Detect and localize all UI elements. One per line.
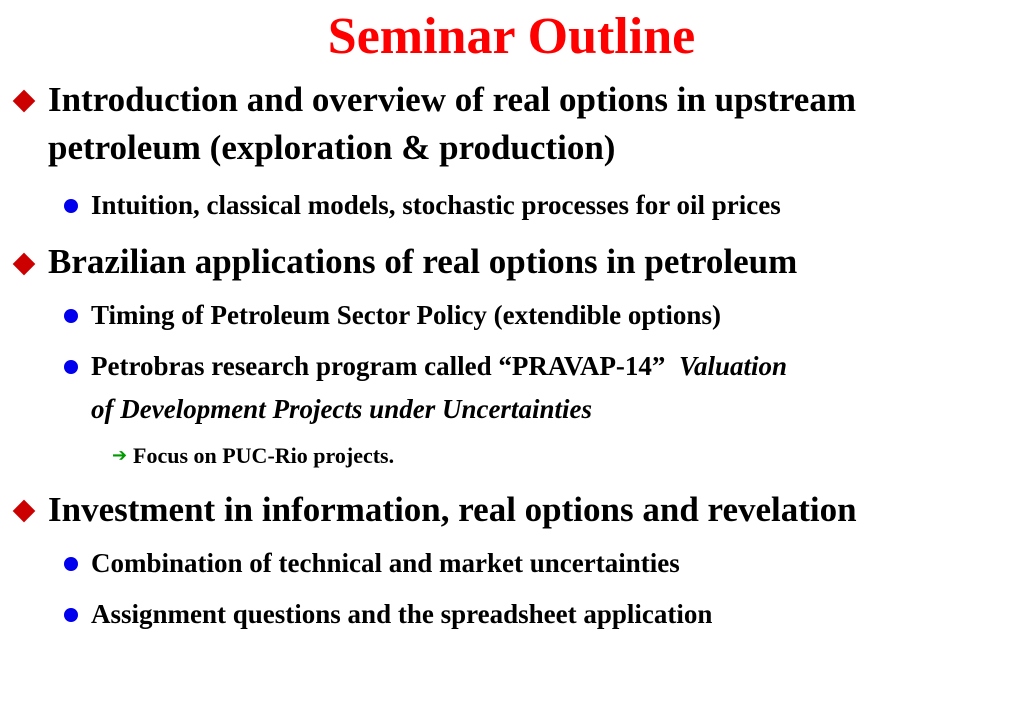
outline-subitem-3-2: Assignment questions and the spreadsheet application xyxy=(91,599,713,629)
dot-bullet-icon xyxy=(64,309,78,323)
outline-subitem-2-2 xyxy=(91,345,787,388)
outline-subitem-2-2-text: Petrobras research program called “PRAVAP-14” xyxy=(91,351,666,381)
slide-title: Seminar Outline xyxy=(327,8,696,65)
dot-bullet-icon xyxy=(64,557,78,571)
outline-item-1-line-2: petroleum (exploration & production) xyxy=(48,128,616,167)
outline-subitem-2-2-italic-b: of Development Projects under Uncertainties xyxy=(91,394,592,424)
outline-subitem-2-2-italic-a: Valuation xyxy=(678,351,787,381)
arrow-bullet-icon: ➔ xyxy=(112,445,128,466)
diamond-bullet-icon xyxy=(13,500,36,523)
dot-bullet-icon xyxy=(64,199,78,213)
dot-bullet-icon xyxy=(64,608,78,622)
outline-subitem-1-1: Intuition, classical models, stochastic processes for oil prices xyxy=(91,190,781,220)
diamond-bullet-icon xyxy=(13,253,36,276)
dot-bullet-icon xyxy=(64,360,78,374)
outline-subsubitem-2-2-1: Focus on PUC-Rio projects. xyxy=(133,443,395,468)
diamond-bullet-icon xyxy=(13,90,36,113)
outline-subitem-3-1: Combination of technical and market uncertainties xyxy=(91,548,680,578)
outline-item-1-line-1: Introduction and overview of real options in upstream xyxy=(48,80,856,119)
outline-subitem-2-1: Timing of Petroleum Sector Policy (extendible options) xyxy=(91,300,721,330)
outline-item-2-line-1: Brazilian applications of real options in petroleum xyxy=(48,242,798,281)
outline-item-3-line-1: Investment in information, real options and revelation xyxy=(48,490,857,529)
